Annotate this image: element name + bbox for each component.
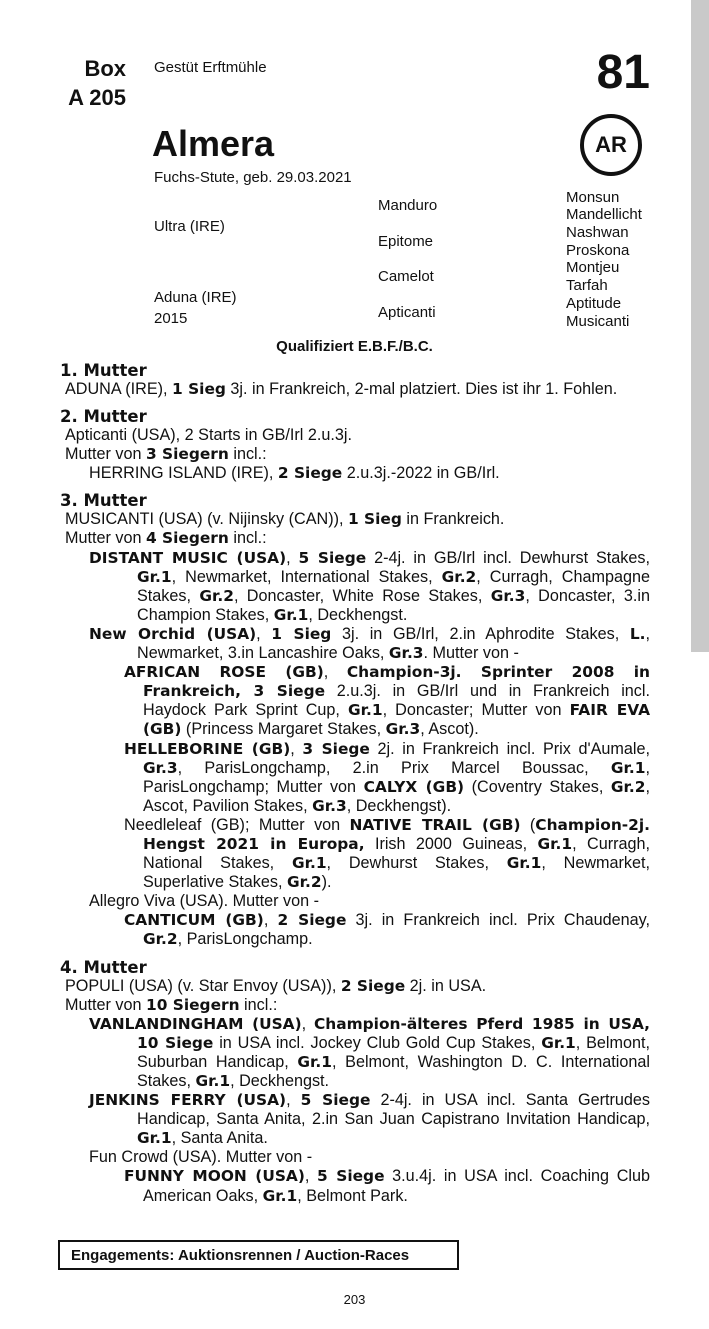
- text: ,: [304, 1167, 318, 1186]
- text: , Ascot).: [420, 720, 479, 739]
- horse-bold: CALYX (GB): [363, 777, 465, 796]
- text: , Santa Anita.: [171, 1129, 268, 1148]
- text: 2j. in USA.: [405, 976, 487, 995]
- text-bold: Champion-2j. Hengst 2021 in Europa,: [143, 815, 650, 853]
- text: 3j. in Frankreich incl. Prix Chaudenay,: [346, 911, 650, 930]
- text: MUSICANTI (USA) (v. Nijinsky (CAN)),: [65, 510, 348, 529]
- horse-bold: DISTANT MUSIC (USA): [89, 548, 287, 567]
- text-bold: 2 Siege: [340, 976, 406, 995]
- text: ,: [256, 624, 272, 643]
- produce-line: [60, 529, 650, 548]
- horse-bold: VANLANDINGHAM (USA): [89, 1014, 302, 1033]
- pedigree-gen3: Tarfah: [566, 277, 608, 294]
- offspring-entry: Fun Crowd (USA). Mutter von -: [89, 1148, 313, 1167]
- offspring-entry: [60, 740, 650, 816]
- text: ,: [290, 739, 303, 758]
- pedigree-gen3: Montjeu: [566, 259, 620, 276]
- horse-bold: HELLEBORINE (GB): [124, 739, 291, 758]
- section-heading: 4. Mutter: [60, 957, 147, 977]
- badge-text: AR: [595, 132, 627, 157]
- offspring-entry: [60, 1167, 650, 1205]
- pedigree-gen3: Nashwan: [566, 224, 629, 241]
- text: , Newmarket, International Stakes,: [171, 567, 442, 586]
- grade: Gr.3: [490, 586, 526, 605]
- text: 2j. in Frankreich incl. Prix d'Aumale,: [369, 739, 650, 758]
- produce-line: [60, 445, 650, 464]
- grade: Gr.1: [273, 605, 309, 624]
- grade: Gr.2: [610, 777, 646, 796]
- text: ,: [323, 663, 347, 682]
- text: , Deckhengst.: [308, 605, 408, 624]
- text-bold: 1 Sieg: [347, 510, 402, 529]
- text-bold: 5 Siege: [298, 548, 367, 567]
- pedigree-gen3: Proskona: [566, 242, 630, 259]
- offspring-entry: [60, 1015, 650, 1091]
- stud-name: Gestüt Erftmühle: [154, 59, 267, 76]
- text: , ParisLongchamp, 2.in Prix Marcel Boussac,: [177, 758, 611, 777]
- text: 3.u.4j. in USA incl. Coaching Club American Oaks,: [143, 1167, 650, 1205]
- text: (Coventry Stakes,: [464, 777, 611, 796]
- text: 2.u.3j.-2022 in GB/Irl.: [342, 464, 500, 483]
- text-bold: Champion-älteres Pferd 1985 in USA, 10 Siege: [137, 1014, 650, 1052]
- text: , Curragh, Champagne Stakes,: [137, 567, 651, 605]
- grade: Gr.3: [143, 758, 178, 777]
- horse-bold: FAIR EVA (GB): [143, 701, 651, 739]
- page-number: 203: [343, 1292, 366, 1307]
- text: ,: [286, 1091, 301, 1110]
- text: , Deckhengst).: [346, 796, 452, 815]
- horse-bold: JENKINS FERRY (USA): [89, 1091, 287, 1110]
- text-bold: 3 Siegern: [145, 445, 229, 464]
- text-bold: 5 Siege: [317, 1167, 385, 1186]
- grade: Gr.1: [262, 1186, 298, 1205]
- text: in Frankreich.: [401, 510, 505, 529]
- grade: Gr.1: [297, 1052, 332, 1071]
- pedigree-gen3: Monsun: [566, 189, 620, 206]
- qualification-note: [0, 338, 709, 355]
- engagements-box: Engagements: Auktionsrennen / Auction-Races: [58, 1240, 459, 1270]
- text-bold: 10 Siegern: [145, 995, 240, 1014]
- dam-entry: Apticanti (USA), 2 Starts in GB/Irl 2.u.3j.: [65, 426, 352, 445]
- offspring-entry: [60, 549, 650, 625]
- text: in USA incl. Jockey Club Gold Cup Stakes,: [213, 1033, 542, 1052]
- text: Irish 2000 Guineas,: [364, 834, 538, 853]
- section-1-mutter: [60, 361, 650, 399]
- dam-entry: [60, 510, 650, 529]
- grade: Gr.2: [199, 586, 234, 605]
- text: HERRING ISLAND (IRE),: [89, 464, 278, 483]
- text: ,: [263, 911, 278, 930]
- text: ADUNA (IRE),: [65, 380, 173, 398]
- text: Mutter von: [65, 995, 146, 1014]
- grade: Gr.1: [291, 854, 327, 873]
- text: , ParisLongchamp.: [177, 930, 313, 949]
- section-heading: 2. Mutter: [60, 407, 147, 427]
- text-bold: 5 Siege: [300, 1091, 371, 1110]
- text: , Belmont, Suburban Handicap,: [137, 1033, 650, 1071]
- horse-description: Fuchs-Stute, geb. 29.03.2021: [154, 169, 352, 186]
- pedigree-gen2: Epitome: [378, 233, 434, 250]
- qualification-text: Qualifiziert E.B.F./B.C.: [276, 338, 433, 355]
- grade: Gr.3: [388, 644, 424, 663]
- pedigree-gen2: Manduro: [378, 197, 438, 214]
- horse-bold: NATIVE TRAIL (GB): [349, 815, 521, 834]
- text: POPULI (USA) (v. Star Envoy (USA)),: [65, 976, 341, 995]
- text: , Doncaster; Mutter von: [382, 701, 570, 720]
- text: . Mutter von -: [423, 644, 519, 663]
- text: incl.:: [228, 529, 267, 548]
- horse-bold: New Orchid (USA): [89, 624, 257, 643]
- lot-number: 81: [596, 46, 650, 99]
- offspring-entry: [60, 911, 650, 949]
- grade: Gr.1: [610, 758, 646, 777]
- pedigree-details: [60, 361, 650, 1206]
- text: 2-4j. in USA incl. Santa Gertrudes Handicap, Santa Anita, 2.in San Juan Capistrano Invitation Handicap,: [137, 1091, 651, 1129]
- grade: Gr.2: [441, 567, 477, 586]
- dam-entry: [60, 977, 650, 996]
- horse-bold: CANTICUM (GB): [124, 911, 264, 930]
- box-number: A 205: [68, 85, 126, 110]
- text: 3j. in Frankreich, 2-mal platziert. Dies ist ihr 1. Fohlen.: [225, 380, 618, 398]
- text: , Ascot, Pavilion Stakes,: [143, 777, 650, 815]
- pedigree-gen2: Apticanti: [378, 304, 436, 321]
- text: ,: [301, 1014, 314, 1033]
- text: , Belmont, Washington D. C. International Stakes,: [137, 1052, 650, 1090]
- produce-line: [60, 996, 650, 1015]
- text: , Curragh, National Stakes,: [143, 834, 650, 873]
- text: 2-4j. in GB/Irl incl. Dewhurst Stakes,: [366, 548, 650, 567]
- text-bold: Champion-3j. Sprinter 2008 in Frankreich, 3 Siege: [143, 663, 651, 701]
- section-4-mutter: [60, 958, 650, 1206]
- grade: Gr.1: [137, 567, 172, 586]
- text: , Newmarket, 3.in Lancashire Oaks,: [137, 624, 650, 663]
- grade: Gr.3: [385, 720, 421, 739]
- text: , Belmont Park.: [297, 1186, 408, 1205]
- pedigree-gen3: Mandellicht: [566, 206, 642, 223]
- pedigree-gen2: Camelot: [378, 268, 434, 285]
- grade: Gr.1: [506, 854, 542, 873]
- horse-bold: AFRICAN ROSE (GB): [124, 663, 324, 682]
- text: 2.u.3j. in GB/Irl und in Frankreich incl. Haydock Park Sprint Cup,: [143, 682, 650, 720]
- grade: Gr.1: [541, 1033, 576, 1052]
- text: (: [520, 815, 536, 834]
- grade: Gr.1: [537, 834, 573, 853]
- section-heading: 3. Mutter: [60, 491, 147, 511]
- grade: Gr.2: [286, 873, 322, 892]
- ar-badge-icon: [580, 114, 642, 176]
- text: , Deckhengst.: [230, 1072, 330, 1090]
- text-bold: 3 Siege: [302, 739, 370, 758]
- text-bold: 2 Siege: [277, 911, 347, 930]
- scrollbar-thumb[interactable]: [691, 0, 709, 652]
- text-bold: 4 Siegern: [145, 529, 229, 548]
- text: Needleleaf (GB); Mutter von: [124, 815, 350, 834]
- pedigree-dam: Aduna (IRE): [154, 289, 237, 306]
- text: , Dewhurst Stakes,: [326, 854, 507, 873]
- grade: Gr.2: [143, 930, 178, 949]
- text: , Doncaster, White Rose Stakes,: [233, 586, 491, 605]
- box-title: Box: [84, 56, 126, 81]
- text: Mutter von: [65, 529, 146, 548]
- grade: Gr.3: [312, 796, 347, 815]
- section-3-mutter: [60, 491, 650, 949]
- grade: Gr.1: [195, 1072, 231, 1090]
- text: (Princess Margaret Stakes,: [181, 720, 386, 739]
- text: , Doncaster, 3.in Champion Stakes,: [137, 586, 650, 624]
- grade: L.: [629, 624, 646, 643]
- horse-name: Almera: [152, 123, 275, 164]
- dam-entry: [60, 380, 650, 399]
- offspring-entry: [60, 1091, 650, 1148]
- grade: Gr.1: [137, 1129, 172, 1148]
- text-bold: 1 Sieg: [172, 380, 226, 398]
- text-bold: 2 Siege: [277, 464, 343, 483]
- horse-bold: FUNNY MOON (USA): [124, 1167, 305, 1186]
- text-bold: 1 Sieg: [271, 624, 332, 643]
- offspring-entry: [60, 464, 650, 483]
- offspring-entry: Allegro Viva (USA). Mutter von -: [89, 892, 319, 911]
- offspring-entry: [60, 625, 650, 663]
- offspring-entry: [60, 816, 650, 892]
- text: 3j. in GB/Irl, 2.in Aphrodite Stakes,: [331, 624, 630, 643]
- text: ,: [286, 548, 299, 567]
- text: , ParisLongchamp; Mutter von: [143, 758, 650, 796]
- grade: Gr.1: [347, 701, 383, 720]
- text: incl.:: [239, 995, 278, 1014]
- text: incl.:: [228, 445, 267, 464]
- text: Mutter von: [65, 445, 146, 464]
- offspring-entry: [60, 663, 650, 739]
- pedigree-sire: Ultra (IRE): [154, 218, 225, 235]
- section-heading: 1. Mutter: [60, 361, 147, 380]
- pedigree-gen3: Musicanti: [566, 313, 630, 330]
- pedigree-dam-year: 2015: [154, 310, 188, 327]
- text: , Newmarket, Superlative Stakes,: [143, 854, 650, 892]
- section-2-mutter: [60, 407, 650, 483]
- box-label: [60, 54, 126, 112]
- text: ).: [321, 873, 332, 892]
- pedigree-gen3: Aptitude: [566, 295, 622, 312]
